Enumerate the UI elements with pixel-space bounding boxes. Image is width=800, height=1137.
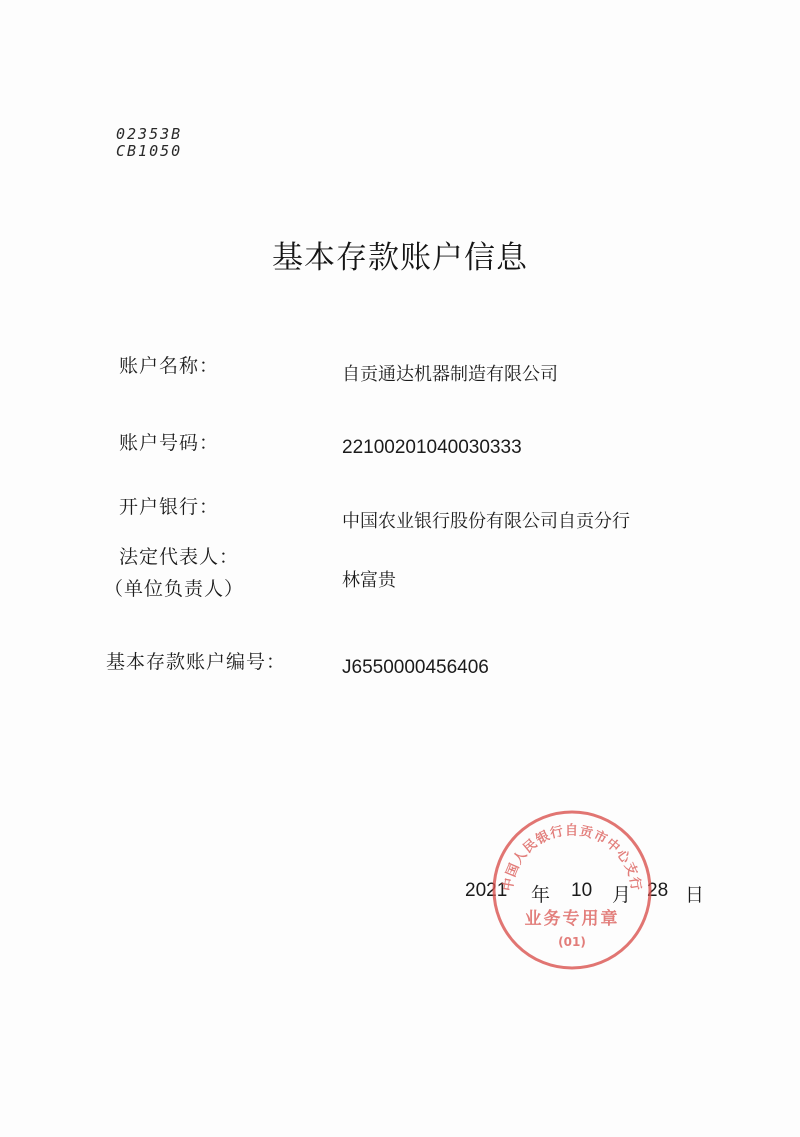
legal-rep-value: 林富贵 [342, 570, 396, 591]
date-year-unit: 年 [531, 884, 551, 906]
legal-rep-sublabel: （单位负责人） [104, 578, 245, 600]
legal-rep-label: 法定代表人： [119, 546, 240, 568]
serial-number [116, 126, 182, 160]
basic-account-no-value: J6550000456406 [342, 657, 489, 678]
svg-text:中国人民银行自贡市中心支行 [500, 823, 644, 893]
account-name-label: 账户名称： [119, 355, 220, 377]
bank-value: 中国农业银行股份有限公司自贡分行 [342, 511, 630, 532]
bank-label: 开户银行： [119, 496, 220, 518]
date-year: 2021 [465, 880, 508, 901]
account-name-value: 自贡通达机器制造有限公司 [342, 364, 558, 385]
seal-bottom-text: (01) [558, 935, 586, 949]
date-day: 28 [647, 880, 669, 901]
seal-arc-text: 中国人民银行自贡市中心支行 [500, 823, 644, 893]
serial-line-2: CB1050 [116, 142, 183, 160]
account-number-value: 22100201040030333 [342, 437, 522, 458]
account-number-label: 账户号码： [119, 432, 220, 454]
date-month-unit: 月 [612, 884, 632, 906]
date-month: 10 [571, 880, 593, 901]
basic-account-no-label: 基本存款账户编号： [106, 651, 287, 673]
official-seal-icon [488, 806, 656, 974]
date-day-unit: 日 [685, 884, 705, 906]
document-title: 基本存款账户信息 [272, 240, 528, 276]
serial-line-1: 02353B [116, 125, 183, 143]
seal-center-text: 业务专用章 [524, 909, 620, 929]
